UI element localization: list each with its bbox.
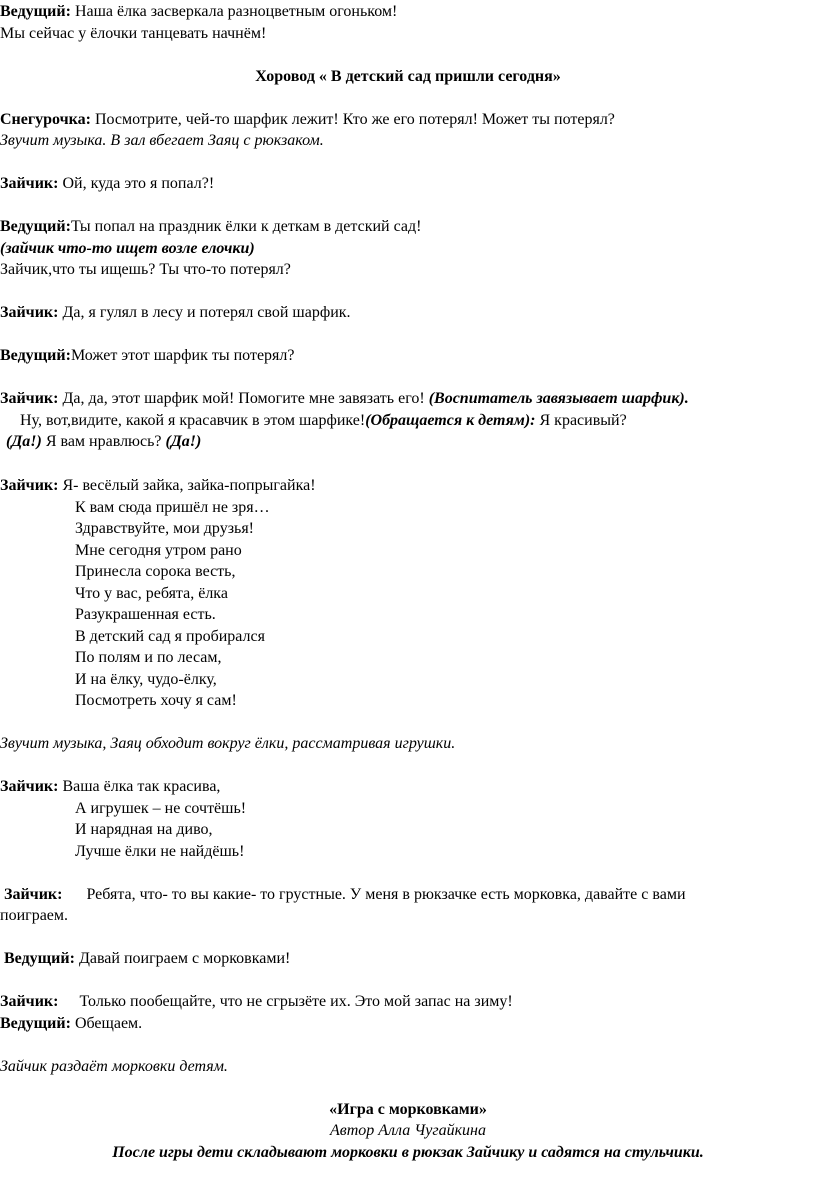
poem-line: И на ёлку, чудо-ёлку, (75, 671, 217, 688)
speech-text: Давай поиграем с морковками! (74, 950, 291, 967)
speech-text: Ну, вот,видите, какой я красавчик в этом шарфике! (20, 412, 366, 429)
speaker-label: Снегурочка: (0, 111, 91, 128)
stage-direction: Звучит музыка. В зал вбегает Заяц с рюкзаком. (0, 132, 324, 149)
speech-text: Я- весёлый зайка, зайка-попрыгайка! (58, 477, 316, 494)
line-17 (4, 885, 686, 905)
line-14 (0, 476, 316, 496)
speaker-label: Зайчик: (0, 993, 59, 1010)
speech-text: Наша ёлка засверкала разноцветным огоньком! (70, 3, 398, 20)
speech-text: Я вам нравлюсь? (41, 433, 166, 450)
poem-line: И нарядная на диво, (75, 821, 213, 838)
line-16 (0, 777, 220, 797)
speaker-label: Ведущий: (0, 3, 71, 20)
poem-line: Здравствуйте, мои друзья! (75, 520, 254, 537)
line-11 (0, 389, 689, 409)
speaker-label: Ведущий: (4, 950, 75, 967)
speech-text: Посмотрите, чей-то шарфик лежит! Кто же его потерял! Может ты потерял? (90, 111, 615, 128)
speaker-label: Ведущий: (0, 1015, 71, 1032)
speaker-label: Ведущий: (0, 347, 71, 364)
speaker-label: Ведущий: (0, 218, 71, 235)
stage-direction: (зайчик что-то ищет возле елочки) (0, 240, 255, 257)
speaker-label: Зайчик: (4, 886, 63, 903)
poem-line: А игрушек – не сочтёшь! (75, 800, 247, 817)
stage-direction: (Воспитатель завязывает шарфик). (428, 390, 689, 407)
speech-text: Ребята, что- то вы какие- то грустные. У меня в рюкзачке есть морковка, давайте с вами (86, 886, 686, 903)
heading-khorovod: Хоровод « В детский сад пришли сегодня» (255, 68, 561, 85)
line-8: Зайчик,что ты ищешь? Ты что-то потерял? (0, 261, 291, 278)
line-18: поиграем. (0, 907, 69, 924)
speech-text: Да, я гулял в лесу и потерял свой шарфик. (58, 304, 351, 321)
line-20 (0, 992, 513, 1012)
speaker-label: Зайчик: (0, 175, 59, 192)
line-21 (0, 1014, 142, 1034)
line-3 (0, 110, 615, 130)
line-12 (20, 411, 627, 431)
poem-line: К вам сюда пришёл не зря… (75, 499, 270, 516)
speech-text: Только пообещайте, что не сгрызёте их. Это мой запас на зиму! (79, 993, 513, 1010)
poem-line: Лучше ёлки не найдёшь! (75, 843, 245, 860)
line-5 (0, 174, 214, 194)
line-2: Мы сейчас у ёлочки танцевать начнём! (0, 25, 267, 42)
speech-text: Ваша ёлка так красива, (58, 778, 221, 795)
stage-direction: (Обращается к детям): (365, 412, 536, 429)
game-author: Автор Алла Чугайкина (330, 1122, 486, 1139)
poem-line: Что у вас, ребята, ёлка (75, 585, 228, 602)
speaker-label: Зайчик: (0, 778, 59, 795)
speech-text: Ой, куда это я попал?! (58, 175, 215, 192)
stage-direction: Звучит музыка, Заяц обходит вокруг ёлки, рассматривая игрушки. (0, 735, 456, 752)
stage-direction: (Да!) (165, 433, 202, 450)
line-6 (0, 217, 421, 237)
poem-line: Разукрашенная есть. (75, 606, 216, 623)
line-1 (0, 2, 397, 22)
poem-line: По полям и по лесам, (75, 649, 222, 666)
game-title: «Игра с морковками» (329, 1101, 487, 1118)
line-9 (0, 303, 351, 323)
game-note: После игры дети складывают морковки в рюкзак Зайчику и садятся на стульчики. (112, 1144, 704, 1161)
line-10 (0, 346, 295, 366)
poem-line: Посмотреть хочу я сам! (75, 692, 237, 709)
poem-line: Мне сегодня утром рано (75, 542, 242, 559)
line-19 (4, 949, 290, 969)
poem-line: Принесла сорока весть, (75, 563, 236, 580)
speech-text: Да, да, этот шарфик мой! Помогите мне завязать его! (58, 390, 429, 407)
line-13 (6, 432, 201, 452)
speech-text: Ты попал на праздник ёлки к деткам в детский сад! (70, 218, 422, 235)
stage-direction: (Да!) (6, 433, 42, 450)
speech-text: Я красивый? (535, 412, 627, 429)
speech-text: Обещаем. (70, 1015, 143, 1032)
poem-line: В детский сад я пробирался (75, 628, 265, 645)
speech-text: Может этот шарфик ты потерял? (70, 347, 295, 364)
speaker-label: Зайчик: (0, 390, 59, 407)
stage-direction: Зайчик раздаёт морковки детям. (0, 1058, 228, 1075)
speaker-label: Зайчик: (0, 304, 59, 321)
speaker-label: Зайчик: (0, 477, 59, 494)
